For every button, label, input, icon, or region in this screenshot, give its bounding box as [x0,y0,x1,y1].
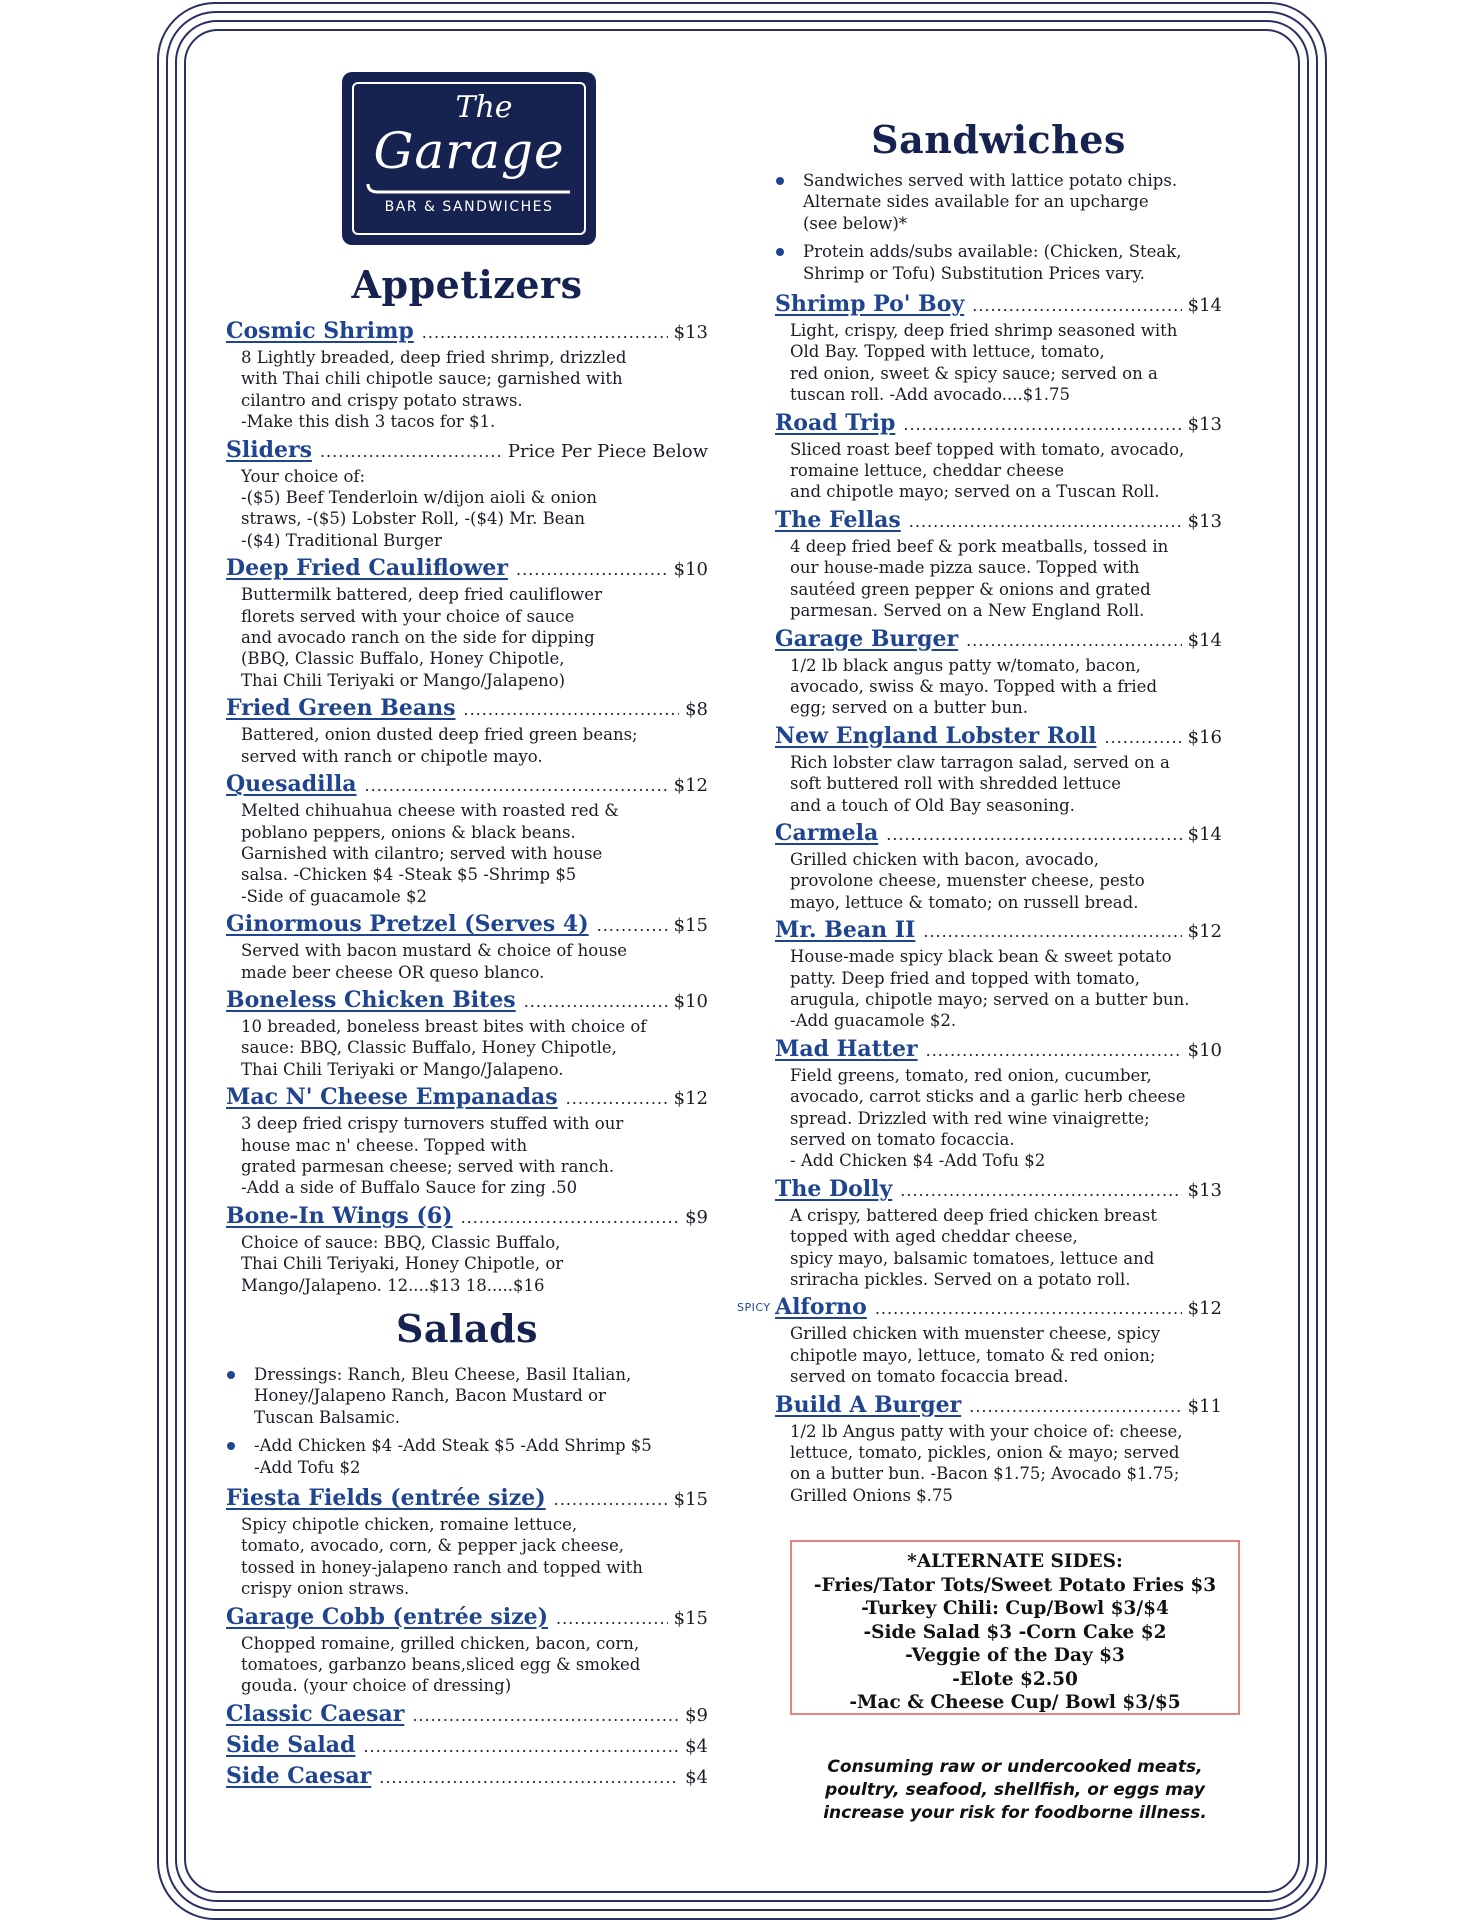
alternate-sides-box [790,1540,1240,1715]
menu-item-header [226,1732,708,1761]
menu-item-price: $10 [673,559,708,581]
dot-leader [516,560,668,579]
logo-tagline: BAR & SANDWICHES [384,199,554,215]
menu-item-price: $13 [1187,413,1222,435]
menu-item-header [226,695,708,724]
dot-leader [597,916,668,935]
note-bullet: Sandwiches served with lattice potato chips. Alternate sides available for an upcharge (see below)* [775,170,1222,234]
dot-leader [461,1208,680,1227]
menu-item [226,1701,708,1730]
menu-item-name: Boneless Chicken Bites [226,986,516,1013]
menu-item-header [775,723,1222,752]
dot-leader [556,1609,668,1628]
menu-item-name: Classic Caesar [226,1700,405,1727]
menu-item [226,1763,708,1792]
dot-leader [972,296,1181,315]
menu-item-description: Choice of sauce: BBQ, Classic Buffalo, Thai Chili Teriyaki, Honey Chipotle, or Mango/Jalapeno. 12....$13 18.....$16 [241,1232,564,1295]
menu-item-name: The Dolly [775,1175,893,1202]
menu-item-price: $12 [1187,1298,1222,1320]
menu-item-name: Mad Hatter [775,1035,918,1062]
menu-item [226,987,708,1080]
menu-item [226,1604,708,1697]
menu-item-price: Price Per Piece Below [507,440,708,462]
menu-item-price: $14 [1187,823,1222,845]
right-column [737,170,1222,1510]
dot-leader [926,1041,1182,1060]
menu-item [775,410,1222,503]
menu-item [775,626,1222,719]
dot-leader [379,1768,679,1787]
menu-item-description: Chopped romaine, grilled chicken, bacon, corn, tomatoes, garbanzo beans,sliced egg & smoked gouda. (your choice of dressing) [241,1633,641,1696]
dot-leader [886,825,1181,844]
menu-item-header [226,911,708,940]
menu-item-header [226,555,708,584]
menu-item-description: Served with bacon mustard & choice of house made beer cheese OR queso blanco. [241,941,628,982]
dot-leader [966,631,1182,650]
alternate-sides-heading: *ALTERNATE SIDES: [907,1551,1123,1572]
menu-item-header [775,1176,1222,1205]
alternate-side-line: -Fries/Tator Tots/Sweet Potato Fries $3 [813,1574,1217,1596]
menu-item-name: New England Lobster Roll [775,722,1097,749]
menu-item-name: Sliders [226,436,312,463]
menu-item-price: $8 [685,699,708,721]
appetizer-list [226,318,708,1296]
menu-item-name: Mac N' Cheese Empanadas [226,1084,558,1111]
menu-item-description: 8 Lightly breaded, deep fried shrimp, drizzled with Thai chili chipotle sauce; garnished with cilantro and crispy potato straws. -Make this dish 3 tacos for $1. [241,348,627,432]
menu-item-name: Bone-In Wings (6) [226,1202,453,1229]
menu-item-description: A crispy, battered deep fried chicken breast topped with aged cheddar cheese, spicy mayo, balsamic tomatoes, lettuce and sriracha pickles. Served on a potato roll. [790,1205,1158,1290]
salad-list [226,1485,708,1792]
menu-item [775,1392,1222,1507]
sandwich-list [737,291,1222,1506]
menu-item-header [775,1036,1222,1065]
menu-item-price: $4 [685,1735,708,1757]
menu-item-header [226,1485,708,1514]
menu-item-description: 4 deep fried beef & pork meatballs, tossed in our house-made pizza sauce. Topped with sautéed green pepper & onions and grated parmesan. Served on a New England Roll. [790,536,1169,621]
menu-item-description: 1/2 lb Angus patty with your choice of: cheese, lettuce, tomato, pickles, onion & mayo; served on a butter bun. -Bacon $1.75; Avocado $1.75; Grilled Onions $.75 [790,1421,1183,1505]
menu-item-price: $10 [1187,1039,1222,1061]
logo-swoosh-icon [364,180,574,196]
menu-item [226,911,708,983]
menu-item [226,437,708,552]
menu-item-name: Build A Burger [775,1391,962,1418]
menu-item-header [226,987,708,1016]
menu-item-name: Garage Burger [775,625,959,652]
menu-item-price: $15 [673,915,708,937]
garage-logo [342,72,596,245]
menu-item-price: $4 [685,1766,708,1788]
dot-leader [554,1490,668,1509]
menu-item [226,1732,708,1761]
menu-item [775,820,1222,913]
menu-item-description: Light, crispy, deep fried shrimp seasoned with Old Bay. Topped with lettuce, tomato, red onion, sweet & spicy sauce; served on a tuscan roll. -Add avocado....$1.75 [790,321,1178,405]
menu-item [226,1203,708,1296]
dot-leader [909,512,1182,531]
food-safety-warning: Consuming raw or undercooked meats, poultry, seafood, shellfish, or eggs may increase your risk for foodborne illness. [823,1757,1207,1823]
menu-item [775,723,1222,816]
dot-leader [875,1299,1182,1318]
menu-item [226,318,708,433]
alternate-side-line: -Veggie of the Day $3 [905,1645,1125,1666]
sandwiches-title: Sandwiches [871,117,1126,162]
alternate-side-line: -Turkey Chili: Cup/Bowl $3/$4 [861,1598,1169,1619]
menu-item-header [226,771,708,800]
menu-item-header [226,1763,708,1792]
spicy-label: SPICY [737,1301,771,1315]
menu-item-description: Your choice of: -($5) Beef Tenderloin w/dijon aioli & onion straws, -($5) Lobster Roll, -($4) Mr. Bean -($4) Traditional Burger [241,466,598,550]
menu-item-name: Side Caesar [226,1762,372,1789]
dot-leader [365,776,668,795]
menu-item-name: The Fellas [775,506,901,533]
menu-item-description: Battered, onion dusted deep fried green beans; served with ranch or chipotle mayo. [241,725,638,766]
menu-item-header [226,1701,708,1730]
logo-garage: Garage [373,122,565,180]
menu-item-name: Shrimp Po' Boy [775,291,965,318]
menu-item-price: $12 [673,1088,708,1110]
menu-item [737,1294,1222,1387]
menu-item-header [775,1294,1222,1323]
dot-leader [463,700,679,719]
dot-leader [900,1181,1181,1200]
menu-item-price: $14 [1187,629,1222,651]
menu-item-description: Rich lobster claw tarragon salad, served on a soft buttered roll with shredded lettuce and a touch of Old Bay seasoning. [790,752,1170,815]
menu-item [226,1084,708,1199]
menu-item-price: $11 [1187,1395,1222,1417]
note-bullet: Dressings: Ranch, Bleu Cheese, Basil Italian, Honey/Jalapeno Ranch, Bacon Mustard or Tuscan Balsamic. [226,1364,708,1428]
salads-title: Salads [395,1306,539,1351]
menu-item-description: Buttermilk battered, deep fried cauliflower florets served with your choice of sauce and avocado ranch on the side for dipping (BBQ, Classic Buffalo, Honey Chipotle, Thai Chili Teriyaki or Mango/Jalapeno) [241,585,602,690]
menu-item-header [775,1392,1222,1421]
alternate-side-line: -Elote $2.50 [952,1668,1078,1690]
menu-item-name: Carmela [775,819,879,846]
note-bullet: Protein adds/subs available: (Chicken, Steak, Shrimp or Tofu) Substitution Prices vary. [775,241,1222,284]
menu-item-name: Mr. Bean II [775,917,916,944]
menu-item-price: $13 [1187,510,1222,532]
dot-leader [903,415,1181,434]
menu-item [775,1176,1222,1291]
menu-item-name: Fiesta Fields (entrée size) [226,1485,546,1512]
menu-item-description: 10 breaded, boneless breast bites with choice of sauce: BBQ, Classic Buffalo, Honey Chipotle, Thai Chili Teriyaki or Mango/Jalapeno. [241,1016,647,1079]
menu-item-price: $13 [673,322,708,343]
menu-item-description: 1/2 lb black angus patty w/tomato, bacon, avocado, swiss & mayo. Topped with a fried egg; served on a butter bun. [790,655,1158,718]
menu-item-header [775,917,1222,946]
menu-item-name: Cosmic Shrimp [226,318,414,344]
alternate-side-line: -Mac & Cheese Cup/ Bowl $3/$5 [849,1692,1181,1713]
dot-leader [566,1089,668,1108]
menu-item-header [226,1203,708,1232]
appetizers-title: Appetizers [351,262,583,307]
menu-item-header [226,1084,708,1113]
dot-leader [320,442,502,461]
dot-leader [412,1706,679,1725]
menu-item-name: Quesadilla [226,771,357,798]
menu-item [226,771,708,907]
menu-item-description: Grilled chicken with muenster cheese, spicy chipotle mayo, lettuce, tomato & red onion; served on tomato focaccia bread. [790,1324,1161,1387]
menu-item-header [775,410,1222,439]
menu-item-description: Field greens, tomato, red onion, cucumber, avocado, carrot sticks and a garlic herb cheese spread. Drizzled with red wine vinaigrette; served on tomato focaccia. - Add Chicken $4 -Add Tofu $2 [790,1065,1186,1171]
menu-item-description: Spicy chipotle chicken, romaine lettuce, tomato, avocado, corn, & pepper jack cheese, tossed in honey-jalapeno ranch and topped with crispy onion straws. [241,1515,643,1599]
menu-item-description: House-made spicy black bean & sweet potato patty. Deep fried and topped with tomato, arugula, chipotle mayo; served on a butter bun. -Add guacamole $2. [790,947,1190,1031]
menu-item-name: Road Trip [775,409,896,436]
menu-item-price: $13 [1187,1179,1222,1201]
menu-item-description: Sliced roast beef topped with tomato, avocado, romaine lettuce, cheddar cheese and chipotle mayo; served on a Tuscan Roll. [790,439,1185,502]
menu-item-price: $15 [673,1607,708,1629]
menu-item-price: $15 [673,1489,708,1511]
menu-item-header [226,318,708,347]
dot-leader [524,992,668,1011]
menu-item-description: Grilled chicken with bacon, avocado, provolone cheese, muenster cheese, pesto mayo, lettuce & tomato; on russell bread. [790,849,1145,912]
dot-leader [422,323,668,342]
menu-item-header [775,820,1222,849]
menu-item-description: 3 deep fried crispy turnovers stuffed with our house mac n' cheese. Topped with grated parmesan cheese; served with ranch. -Add a side of Buffalo Sauce for zing .50 [241,1114,624,1198]
menu-item-header [775,626,1222,655]
dot-leader [969,1397,1181,1416]
menu-item-name: Fried Green Beans [226,695,456,722]
sandwich-notes [775,170,1222,284]
menu-item-name: Garage Cobb (entrée size) [226,1603,548,1630]
menu-item [226,695,708,767]
menu-item-name: Alforno [775,1294,867,1321]
menu-item-price: $12 [673,775,708,797]
menu-item-price: $9 [685,1704,708,1726]
note-bullet: -Add Chicken $4 -Add Steak $5 -Add Shrimp $5 -Add Tofu $2 [226,1435,708,1478]
menu-item-name: Side Salad [226,1731,356,1758]
left-column [226,318,708,1794]
menu-item-header [775,507,1222,536]
alternate-side-line: -Side Salad $3 -Corn Cake $2 [863,1621,1167,1643]
menu-item [775,1036,1222,1172]
menu-item-description: Melted chihuahua cheese with roasted red & poblano peppers, onions & black beans. Garnished with cilantro; served with house salsa. -Chicken $4 -Steak $5 -Shrimp $5 -Side of guacamole $2 [241,801,619,906]
logo-the: The [455,90,513,125]
menu-item-price: $9 [685,1206,708,1228]
dot-leader [1105,728,1182,747]
menu-item-name: Deep Fried Cauliflower [226,555,509,582]
menu-item [226,1485,708,1600]
menu-item-price: $14 [1187,295,1222,317]
dot-leader [363,1737,679,1756]
menu-item-price: $10 [673,990,708,1012]
menu-item [226,555,708,691]
salad-notes [226,1364,708,1478]
menu-item-header [775,291,1222,320]
menu-item-name: Ginormous Pretzel (Serves 4) [226,911,589,938]
menu-item-price: $16 [1187,726,1222,748]
menu-item-header [226,437,708,466]
dot-leader [923,922,1181,941]
menu-item-price: $12 [1187,921,1222,943]
menu-item [775,507,1222,622]
menu-item-header [226,1604,708,1633]
menu-item [775,291,1222,406]
menu-item [775,917,1222,1032]
